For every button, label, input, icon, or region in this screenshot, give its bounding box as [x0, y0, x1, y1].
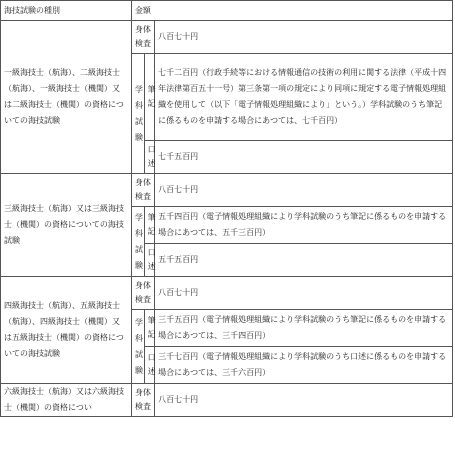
- physical-exam-label: 身体検査: [131, 174, 154, 207]
- exam-type-cell: 三級海技士（航海）又は三級海技士（機関）の資格についての海技試験: [1, 174, 132, 277]
- academic-char: 試: [134, 244, 143, 254]
- academic-exam-label: [131, 54, 144, 174]
- academic-char: 科: [134, 228, 143, 238]
- oral-exam-label: 口述: [144, 347, 155, 384]
- oral-exam-label: 口述: [144, 244, 155, 277]
- written-exam-fee: 五千四百円（電子情報処理組織により学科試験のうち筆記に係るものを申請する場合にあつては、五千三百円）: [155, 207, 453, 244]
- exam-type-cell: 六級海技士（航海）又は六級海技士（機関）の資格につい: [1, 384, 132, 417]
- physical-exam-label: 身体検査: [131, 384, 154, 417]
- table-row: [1, 384, 453, 417]
- table-row: [1, 277, 453, 310]
- header-amount: 金額: [131, 1, 452, 21]
- academic-exam-label: [131, 207, 144, 277]
- table-row: [1, 21, 453, 54]
- written-exam-label: 筆記: [144, 310, 155, 347]
- academic-char: 験: [134, 260, 143, 270]
- academic-char: 験: [134, 365, 143, 375]
- table-row: [1, 174, 453, 207]
- academic-char: 学: [134, 212, 143, 222]
- academic-char: 試: [134, 116, 143, 126]
- oral-exam-fee: 五千五百円: [155, 244, 453, 277]
- physical-exam-fee: 八百七十円: [155, 174, 453, 207]
- table-header-row: [1, 1, 453, 21]
- written-exam-fee: 三千五百円（電子情報処理組織により学科試験のうち筆記に係るものを申請する場合にあつては、三千四百円）: [155, 310, 453, 347]
- academic-char: 験: [134, 132, 143, 142]
- academic-char: 学: [134, 317, 143, 327]
- written-exam-fee: 七千二百円（行政手続等における情報通信の技術の利用に関する法律（平成十四年法律第百五十一号）第三条第一項の規定により同項に規定する電子情報処理組織を使用して（以下「電子情報処理組織により」という。）学科試験のうち筆記に係るものを申請する場合にあつては、七千百円）: [155, 54, 453, 141]
- physical-exam-label: 身体検査: [131, 277, 154, 310]
- written-exam-label: 筆記: [144, 54, 155, 141]
- header-exam-type: 海技試験の種別: [1, 1, 132, 21]
- academic-char: 学: [134, 84, 143, 94]
- written-exam-label: 筆記: [144, 207, 155, 244]
- physical-exam-label: 身体検査: [131, 21, 154, 54]
- exam-type-cell: 一級海技士（航海）、二級海技士（航海）、一級海技士（機関）又は二級海技士（機関）の資格についての海技試験: [1, 21, 132, 174]
- physical-exam-fee: 八百七十円: [155, 277, 453, 310]
- oral-exam-label: 口述: [144, 141, 155, 174]
- physical-exam-fee: 八百七十円: [155, 384, 453, 417]
- academic-char: 科: [134, 333, 143, 343]
- academic-char: 試: [134, 349, 143, 359]
- academic-char: 科: [134, 100, 143, 110]
- oral-exam-fee: 七千五百円: [155, 141, 453, 174]
- oral-exam-fee: 三千七百円（電子情報処理組織により学科試験のうち口述に係るものを申請する場合にあつては、三千六百円）: [155, 347, 453, 384]
- academic-exam-label: [131, 310, 144, 384]
- exam-type-cell: 四級海技士（航海）、五級海技士（航海）、四級海技士（機関）又は五級海技士（機関）の資格についての海技試験: [1, 277, 132, 384]
- physical-exam-fee: 八百七十円: [155, 21, 453, 54]
